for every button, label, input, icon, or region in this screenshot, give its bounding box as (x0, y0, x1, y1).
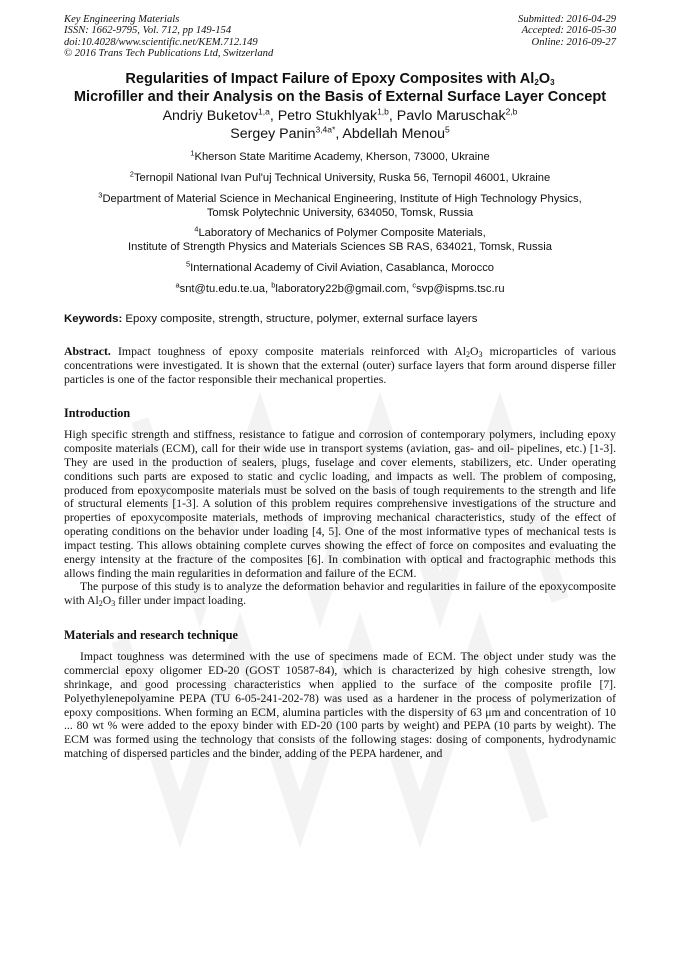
abstract-label: Abstract. (64, 343, 111, 358)
journal-issn: ISSN: 1662-9795, Vol. 712, pp 149-154 (64, 25, 232, 37)
keywords (64, 312, 616, 326)
email-b[interactable]: laboratory22b@gmail.com (275, 282, 407, 295)
journal-doi[interactable]: doi:10.4028/www.scientific.net/KEM.712.149 (64, 36, 258, 48)
submitted-date: Submitted: 2016-04-29 (518, 14, 616, 25)
keywords-label: Keywords: (64, 312, 123, 325)
paper-title: Regularities of Impact Failure of Epoxy Composites with $Al_2O_3$ Microfiller and their Analysis on the Basis of External Surface Layer Concept (73, 71, 607, 105)
methods-paragraph-1: Impact toughness was determined with the use of specimens made of ECM. The object under study was the commercial epoxy oligomer ED-20 (GOST 10587-84), which is characterized by high cohesive strength, low shrinkage, and good processing characteristics when applied to the surface of the composite profile [7]. Polyethylenepolyamine PEPA (TU 6-05-241-202-78) was used as a hardener in the process of polymerization of epoxy compositions. When forming an ECM, alumina particles with the dispersity of 63 μm and concentration of 10 ... 80 wt % were added to the epoxy binder with ED-20 (100 parts by weight) and PEPA (10 parts by weight). The ECM was formed using the technology that consists of the following stages: dosing of components, hydrodynamic matching of dispersed particles and the binder, adding of the PEPA hardener, and (64, 650, 616, 761)
journal-name: Key Engineering Materials (64, 14, 180, 25)
author-list: Andriy Buketov$^{1,a}$, Petro Stukhlyak$^{1,b}$, Pavlo Maruschak$^{2,b}$ Sergey Panin$^{3,4a*}$, Abdellah Menou$^5$ (162, 106, 518, 142)
author-emails: $^a$snt@tu.edu.te.ua, $^b$laboratory22b@gmail.com, $^c$svp@ispms.tsc.ru (175, 280, 505, 295)
journal-info (64, 14, 273, 59)
online-date: Online: 2016-09-27 (531, 36, 616, 48)
affiliation-5: $^5$International Academy of Civil Aviation, Casablanca, Morocco (185, 259, 495, 274)
intro-paragraph-1: High specific strength and stiffness, resistance to fatigue and corrosion of contemporary polymers, including epoxy composite materials (ECM), call for their wide use in transport systems (aviation, gas- and oil- pipelines, etc.) [1-3]. They are used in the production of sealers, plugs, fuselage and cover elements, stabilizers, etc. Under operating conditions such parts are exposed to static and cyclic loading, and impacts as well. The problem of composing, produced from epoxycomposite materials must be solved on the basis of tough requirements to the strength and life of structural elements [1-3]. A solution of this problem requires comprehensive investigations of the structure and properties of epoxycomposite materials, methods of improving mechanical characteristics, study of the effect of operating conditions on the behavior under loading [4, 5]. One of the most informative types of mechanical tests is impact testing. This allows obtaining complete curves showing the effect of force on composites and evaluating the energy intensity at the fracture of the composites [6]. In combination with optical and fractographic methods this allows finding the main regularities in deformation and failure of the ECM. (64, 428, 616, 580)
email-a[interactable]: snt@tu.edu.te.ua (179, 282, 265, 295)
abstract: Abstract. Impact toughness of epoxy composite materials reinforced with $Al_2O_3$ microparticles of various concentrations were investigated. It is shown that the external (outer) surface layers that form around disperse filler particles is one of the factor responsible their mechanical properties. (64, 343, 616, 386)
affiliation-1: $^1$Kherson State Maritime Academy, Kherson, 73000, Ukraine (190, 148, 490, 164)
journal-copyright: © 2016 Trans Tech Publications Ltd, Switzerland (64, 47, 274, 59)
affiliation-3: $^3$Department of Material Science in Mechanical Engineering, Institute of High Technology Physics, Tomsk Polytechnic University, 634050, Tomsk, Russia (98, 190, 582, 219)
affiliation-2: $^2$Ternopil National Ivan Pul'uj Technical University, Ruska 56, Ternopil 46001, Ukraine (129, 169, 551, 184)
email-c[interactable]: svp@ispms.tsc.ru (416, 282, 505, 295)
submission-dates (518, 14, 616, 59)
keywords-text: Epoxy composite, strength, structure, polymer, external surface layers (122, 312, 478, 325)
intro-paragraph-2: The purpose of this study is to analyze the deformation behavior and regularities in failure of the epoxycomposite with $Al_2O_3$ filler under impact loading. (64, 580, 616, 609)
journal-header (64, 14, 616, 59)
affiliations (64, 148, 616, 296)
section-heading-introduction: Introduction (64, 406, 131, 421)
affiliation-4: $^4$Laboratory of Mechanics of Polymer Composite Materials, Institute of Strength Physics and Materials Sciences SB RAS, 634021, Tomsk, Russia (128, 224, 552, 254)
section-heading-materials: Materials and research technique (64, 628, 238, 643)
accepted-date: Accepted: 2016-05-30 (521, 25, 616, 37)
